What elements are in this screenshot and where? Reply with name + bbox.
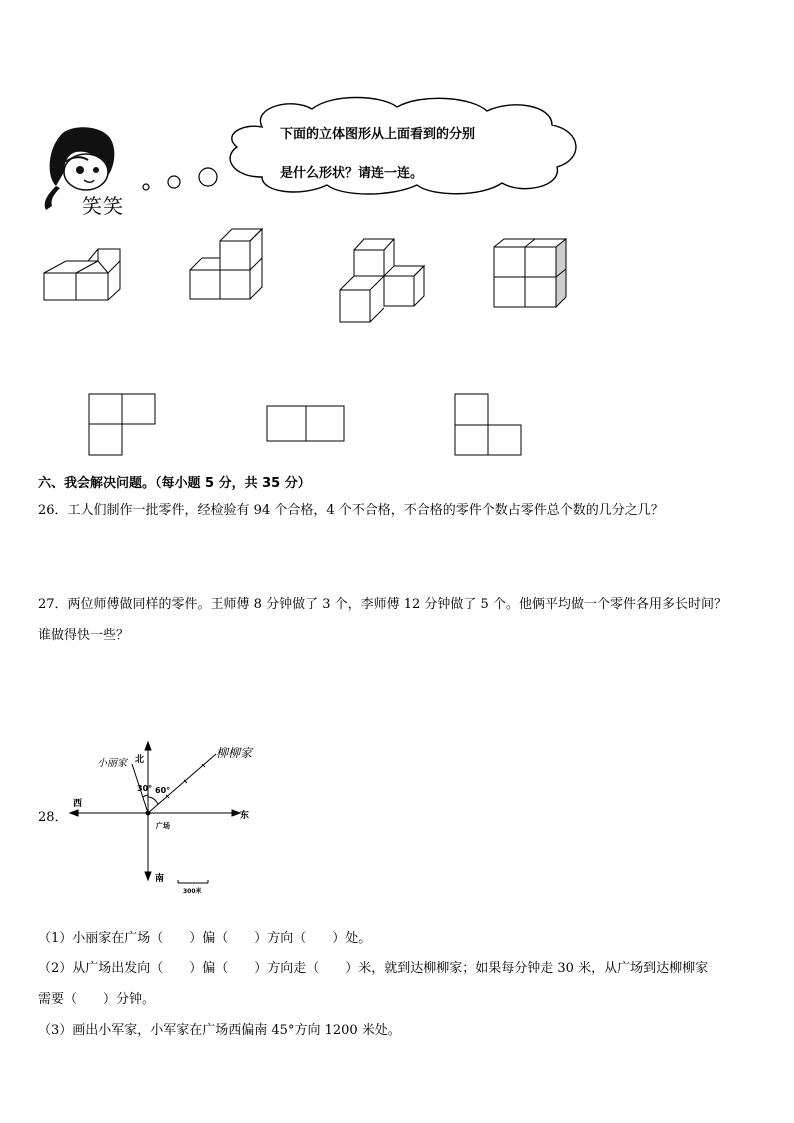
- map-label-liuliu: 柳柳家: [216, 746, 253, 760]
- question-26: 26．工人们制作一批零件，经检验有 94 个合格，4 个不合格，不合格的零件个数占零件总个数的几分之几？: [38, 503, 664, 518]
- question-27-line2: 谁做得快一些？: [38, 628, 130, 643]
- map-label-center: 广场: [156, 822, 170, 830]
- solid-figure-3: [338, 236, 430, 324]
- top-view-2: [265, 405, 347, 443]
- section-6-title: 六、我会解决问题。（每小题 5 分，共 35 分）: [38, 476, 311, 491]
- map-label-north: 北: [135, 755, 145, 765]
- thought-bubbles: [140, 165, 220, 195]
- map-label-south: 南: [155, 874, 165, 884]
- map-angle-30: 30°: [137, 784, 153, 793]
- speech-cloud: [222, 97, 582, 197]
- solid-figure-2: [188, 228, 264, 302]
- solid-figure-4: [492, 237, 570, 309]
- top-view-3: [453, 393, 525, 457]
- map-label-east: 东: [240, 811, 250, 821]
- bubble-text-line1: 下面的立体图形从上面看到的分别: [280, 127, 476, 142]
- question-28-sub2-line2: 需要（ ）分钟。: [38, 992, 156, 1007]
- question-27-line1: 27．两位师傅做同样的零件。王师傅 8 分钟做了 3 个，李师傅 12 分钟做了 5 个。他俩平均做一个零件各用多长时间？: [38, 597, 727, 612]
- mascot-label: 笑笑: [82, 194, 124, 218]
- map-label-xiaoli: 小丽家: [97, 758, 127, 769]
- top-view-1: [87, 393, 159, 457]
- question-28-number: 28．: [38, 810, 68, 825]
- question-28-sub3: （3）画出小军家，小军家在广场西偏南 45°方向 1200 米处。: [38, 1023, 401, 1038]
- map-angle-60: 60°: [155, 786, 171, 795]
- bubble-text-line2: 是什么形状？请连一连。: [280, 166, 424, 181]
- question-28-sub2-line1: （2）从广场出发向（ ）偏（ ）方向走（ ）米，就到达柳柳家；如果每分钟走 30 米，从广场到达柳柳家: [38, 961, 709, 976]
- map-scale-label: 300米: [183, 888, 202, 895]
- solid-figure-1: [42, 245, 122, 303]
- question-28-sub1: （1）小丽家在广场（ ）偏（ ）方向（ ）处。: [38, 931, 372, 946]
- map-label-west: 西: [73, 799, 83, 809]
